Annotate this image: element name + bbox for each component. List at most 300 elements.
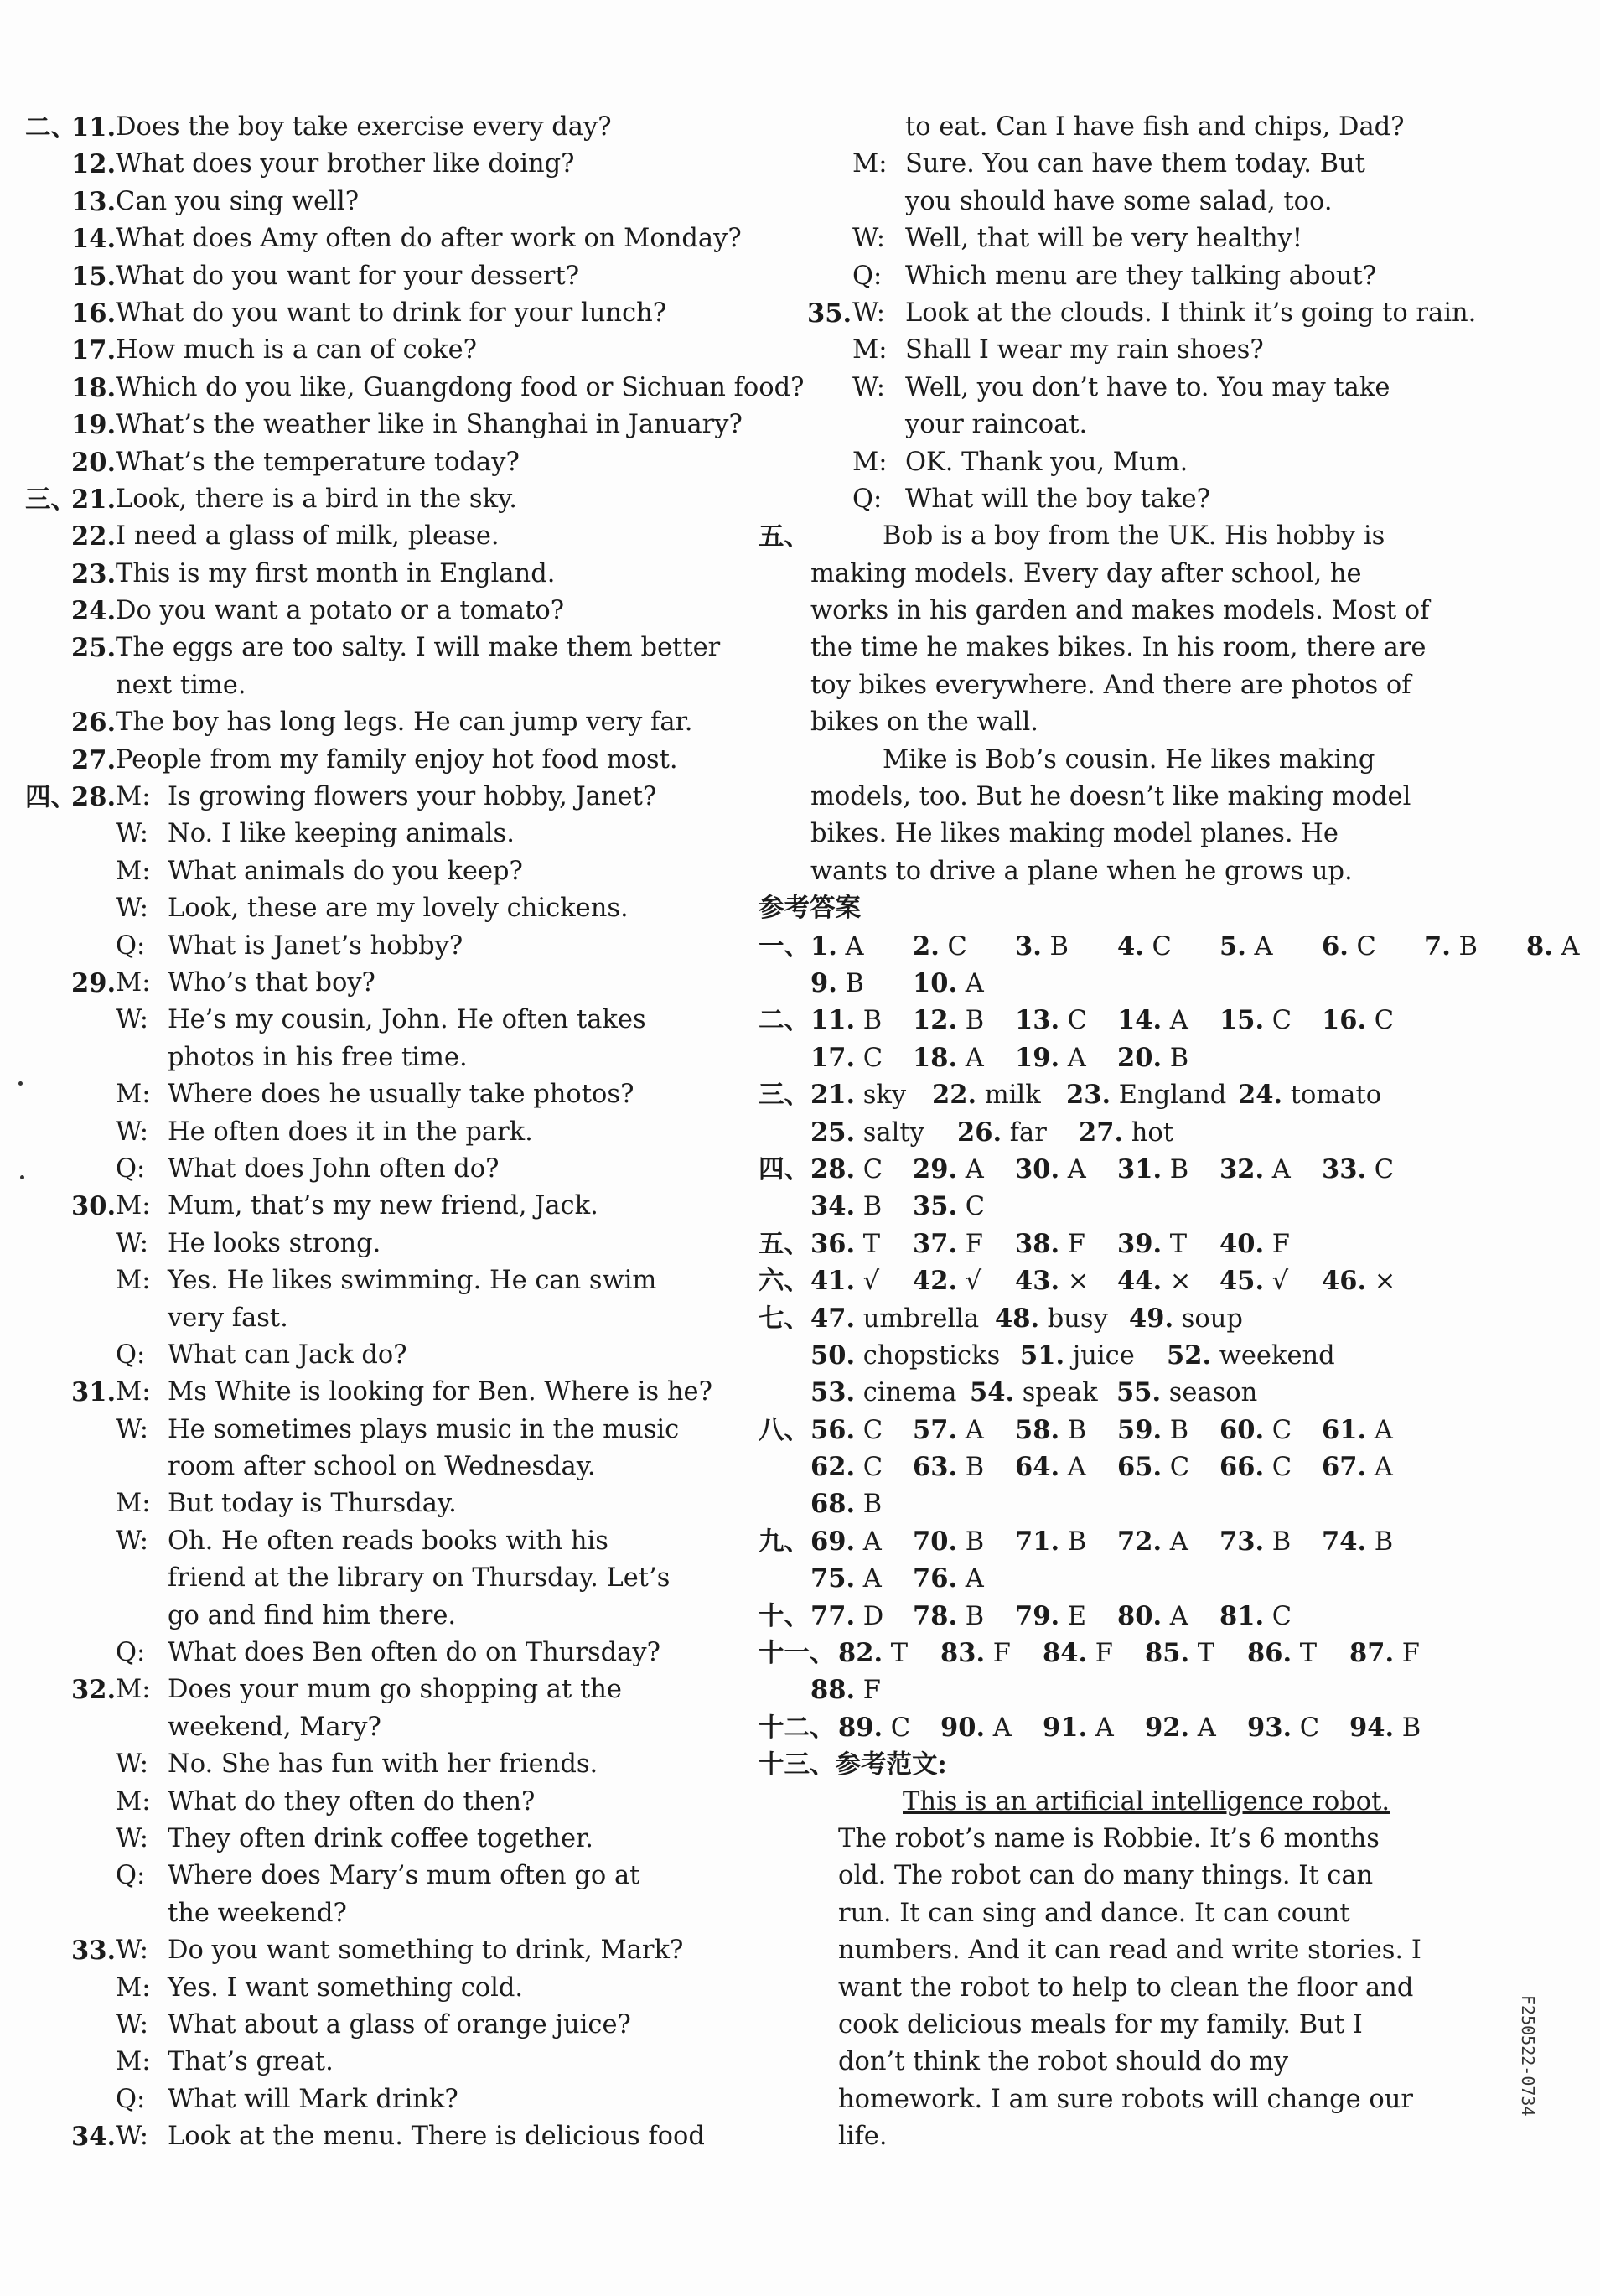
answer-value: B — [855, 1006, 883, 1036]
question-text: This is my first month in England. — [116, 558, 556, 588]
dialogue-text: Where does Mary’s mum often go at — [168, 1861, 640, 1891]
answer-number: 77. — [810, 1600, 856, 1631]
question-number: 33. — [71, 1936, 117, 1967]
answer-item — [1117, 1598, 1188, 1635]
answer-value: A — [1245, 931, 1273, 961]
text-line — [759, 630, 1429, 666]
answer-value: F — [1059, 1229, 1085, 1259]
question-text: I need a glass of milk, please. — [116, 521, 500, 552]
text-line — [25, 1002, 696, 1039]
dialogue-text: Look, these are my lovely chickens. — [168, 894, 629, 924]
text-line — [759, 295, 1477, 332]
question-number: 22. — [71, 521, 117, 552]
answer-value: C — [1292, 1713, 1320, 1743]
text-line — [25, 295, 696, 332]
text-line — [759, 146, 1429, 183]
answer-item — [810, 1188, 882, 1226]
answer-number: 2. — [913, 930, 940, 961]
text-line — [25, 779, 696, 816]
answer-value: F — [855, 1676, 881, 1706]
text-line — [759, 1560, 1429, 1597]
question-number: 25. — [71, 633, 117, 664]
answer-value: F — [1394, 1639, 1420, 1669]
answer-number: 37. — [913, 1228, 958, 1259]
question-text: Does the boy take exercise every day? — [116, 112, 612, 142]
answer-value: √ — [1264, 1267, 1289, 1297]
answer-value: T — [1189, 1639, 1215, 1669]
answer-value: B — [855, 1490, 883, 1520]
answer-value: B — [1264, 1526, 1292, 1557]
question-text: Can you sing well? — [116, 186, 360, 216]
answer-value: speak — [1014, 1378, 1098, 1408]
answer-value: milk — [976, 1081, 1041, 1111]
text-line — [759, 258, 1429, 295]
answer-value: A — [1189, 1713, 1216, 1743]
answer-value: A — [1366, 1415, 1393, 1445]
question-number: 35. — [807, 298, 852, 329]
text-line — [759, 928, 1580, 965]
answer-number: 65. — [1117, 1452, 1162, 1483]
speaker-label: M: — [852, 335, 888, 365]
question-text: People from my family enjoy hot food most. — [116, 744, 678, 775]
text-line — [759, 965, 1429, 1002]
question-text: What do you want to drink for your lunch? — [116, 298, 667, 328]
answer-value: E — [1059, 1601, 1087, 1631]
answer-number: 87. — [1349, 1638, 1395, 1669]
answer-value: C — [1059, 1006, 1088, 1036]
text-line — [25, 593, 696, 630]
section-label: 四、 — [25, 782, 76, 813]
answer-number: 85. — [1145, 1638, 1190, 1669]
answer-value: C — [1264, 1601, 1292, 1631]
answer-item — [1322, 1412, 1393, 1449]
text-line — [25, 667, 696, 704]
dialogue-text: Yes. I want something cold. — [168, 1972, 524, 2003]
text-line — [25, 1746, 696, 1783]
answer-number: 63. — [913, 1452, 958, 1483]
dialogue-text-cont: weekend, Mary? — [168, 1712, 381, 1742]
speaker-label: M: — [852, 447, 888, 477]
answer-item — [810, 1002, 882, 1039]
dialogue-text: Ms White is looking for Ben. Where is he? — [168, 1377, 712, 1407]
answer-value: C — [855, 1043, 883, 1073]
dialogue-text-cont: room after school on Wednesday. — [168, 1452, 596, 1482]
answer-item — [1117, 928, 1172, 966]
answer-number: 48. — [995, 1303, 1040, 1334]
answer-item — [1167, 1337, 1335, 1375]
text-line — [25, 1076, 696, 1113]
answer-item — [1322, 1523, 1393, 1561]
answer-item — [1117, 1412, 1188, 1449]
text-line — [759, 370, 1429, 407]
answer-item — [1015, 1449, 1086, 1486]
passage-line: works in his garden and makes models. Most of — [810, 596, 1430, 626]
question-text: What do you want for your dessert? — [116, 261, 580, 291]
answer-item — [1020, 1337, 1135, 1375]
text-line — [759, 1485, 1429, 1522]
text-line — [25, 1449, 696, 1485]
text-line — [25, 2007, 696, 2044]
text-line — [759, 518, 1429, 555]
answer-number: 27. — [1079, 1117, 1124, 1148]
text-line — [759, 2118, 1429, 2155]
dialogue-text: No. She has fun with her friends. — [168, 1749, 598, 1780]
speaker-label: M: — [116, 1080, 151, 1110]
dialogue-text: He’s my cousin, John. He often takes — [168, 1005, 646, 1035]
answer-value: T — [1292, 1639, 1318, 1669]
answer-number: 74. — [1322, 1526, 1367, 1557]
speaker-label: M: — [116, 1786, 151, 1817]
speaker-label: Q: — [116, 1153, 146, 1184]
answer-value: B — [1059, 1526, 1087, 1557]
answer-number: 31. — [1117, 1153, 1162, 1184]
answer-number: 53. — [810, 1377, 856, 1408]
answer-number: 32. — [1219, 1153, 1265, 1184]
dialogue-text: Look at the menu. There is delicious food — [168, 2122, 705, 2152]
answer-number: 6. — [1322, 930, 1349, 961]
question-number: 17. — [71, 335, 117, 366]
dialogue-text: What is Janet’s hobby? — [168, 930, 463, 961]
answer-item — [913, 1226, 983, 1263]
text-line — [25, 1709, 696, 1746]
answer-value: C — [1264, 1006, 1292, 1036]
dialogue-text: Mum, that’s my new friend, Jack. — [168, 1191, 598, 1221]
question-text: Do you want a potato or a tomato? — [116, 596, 565, 626]
answer-number: 16. — [1322, 1005, 1367, 1036]
text-line — [25, 146, 696, 183]
answer-value: A — [836, 931, 864, 961]
dialogue-text-cont: go and find him there. — [168, 1600, 457, 1630]
answer-item — [1066, 1076, 1226, 1114]
answer-item — [810, 928, 864, 966]
answer-item — [1145, 1635, 1214, 1672]
answer-item — [913, 1449, 984, 1486]
answer-value: D — [855, 1601, 884, 1631]
question-text: The eggs are too salty. I will make them better — [116, 633, 721, 663]
answer-number: 23. — [1066, 1080, 1111, 1111]
section-label: 六、 — [759, 1266, 810, 1297]
answer-value: C — [1348, 931, 1376, 961]
answer-item — [1015, 1598, 1086, 1635]
text-line — [759, 816, 1429, 853]
dialogue-text: What will Mark drink? — [168, 2084, 458, 2114]
dialogue-text: What about a glass of orange juice? — [168, 2009, 631, 2039]
speaker-label: W: — [116, 1526, 148, 1556]
text-line — [759, 1374, 1429, 1411]
question-number: 29. — [71, 967, 117, 998]
answer-item — [810, 1300, 979, 1338]
text-line — [759, 407, 1429, 443]
text-line — [759, 481, 1429, 518]
text-line — [25, 444, 696, 481]
text-line — [25, 2081, 696, 2118]
answer-number: 58. — [1015, 1414, 1060, 1445]
answer-number: 50. — [810, 1340, 856, 1371]
answer-value: salty — [855, 1117, 924, 1148]
answer-item — [995, 1300, 1108, 1338]
speaker-label: M: — [116, 1266, 151, 1296]
answer-item — [1117, 1523, 1188, 1561]
answer-number: 22. — [932, 1080, 977, 1111]
answer-number: 51. — [1020, 1340, 1065, 1371]
answer-value: F — [957, 1229, 983, 1259]
speaker-label: W: — [116, 2009, 148, 2039]
answer-item — [1117, 1002, 1188, 1039]
text-line — [25, 2118, 705, 2155]
answer-number: 88. — [810, 1675, 856, 1706]
answer-number: 86. — [1247, 1638, 1292, 1669]
answer-item — [1015, 1523, 1086, 1561]
answer-number: 44. — [1117, 1266, 1162, 1297]
speaker-label: M: — [116, 967, 151, 998]
passage-line: wants to drive a plane when he grows up. — [810, 856, 1353, 886]
speaker-label: W: — [116, 1936, 148, 1966]
answer-item — [1424, 928, 1478, 966]
answer-value: B — [1366, 1526, 1394, 1557]
answer-value: T — [1162, 1229, 1188, 1259]
question-number: 27. — [71, 744, 117, 775]
text-line — [759, 593, 1429, 630]
speaker-label: M: — [116, 2047, 151, 2077]
speaker-label: W: — [116, 894, 148, 924]
text-line — [759, 1188, 1429, 1225]
answer-value: C — [855, 1415, 883, 1445]
answer-value: sky — [855, 1081, 907, 1111]
dialogue-text: Is growing flowers your hobby, Janet? — [168, 782, 657, 812]
answer-item — [957, 1114, 1047, 1152]
dialogue-text: What can Jack do? — [168, 1340, 407, 1370]
answer-number: 72. — [1117, 1526, 1162, 1557]
dialogue-text: What animals do you keep? — [168, 856, 523, 886]
question-number: 34. — [71, 2122, 117, 2153]
section-label: 四、 — [759, 1153, 810, 1184]
text-line — [25, 370, 805, 407]
dialogue-text: Well, that will be very healthy! — [905, 224, 1302, 254]
answer-number: 54. — [970, 1377, 1015, 1408]
answer-value: C — [883, 1713, 911, 1743]
answer-number: 73. — [1219, 1526, 1265, 1557]
answer-item — [1015, 1226, 1085, 1263]
text-line — [25, 1858, 696, 1894]
text-line — [25, 1560, 696, 1597]
answer-item — [810, 1412, 883, 1449]
answer-value: B — [1394, 1713, 1421, 1743]
answer-item — [913, 1262, 981, 1300]
answer-item — [1015, 1039, 1086, 1077]
answer-value: A — [957, 1564, 984, 1594]
text-line — [759, 2007, 1429, 2044]
answer-value: T — [883, 1639, 909, 1669]
text-line — [759, 1002, 1429, 1039]
answer-item — [1219, 1002, 1292, 1039]
answer-item — [810, 1039, 883, 1077]
dialogue-text: What will the boy take? — [905, 484, 1210, 514]
text-line — [759, 1226, 1429, 1262]
answer-value: B — [836, 968, 864, 998]
answer-item — [913, 928, 967, 966]
answer-item — [810, 1226, 880, 1263]
answer-number: 67. — [1322, 1452, 1367, 1483]
text-line — [25, 853, 696, 890]
text-line — [759, 1076, 1429, 1113]
answer-number: 8. — [1526, 930, 1553, 961]
text-line — [759, 1523, 1429, 1560]
answer-value: C — [1366, 1006, 1395, 1036]
answer-item — [1117, 1151, 1188, 1189]
text-line — [25, 1337, 696, 1374]
text-line — [759, 1932, 1429, 1969]
answer-item — [1322, 1002, 1394, 1039]
answer-item — [1015, 1151, 1086, 1189]
answer-item — [913, 1002, 984, 1039]
dialogue-text: That’s great. — [168, 2047, 334, 2077]
text-line — [25, 1262, 696, 1299]
answer-item — [1247, 1635, 1317, 1672]
dialogue-text-cont: the weekend? — [168, 1898, 347, 1928]
answer-value: A — [1162, 1526, 1188, 1557]
answer-number: 9. — [810, 967, 837, 998]
answer-value: B — [1450, 931, 1478, 961]
answer-value: A — [1059, 1043, 1086, 1073]
answer-number: 40. — [1219, 1228, 1265, 1259]
answer-value: cinema — [855, 1378, 957, 1408]
question-text-cont: next time. — [116, 670, 246, 700]
speaker-label: Q: — [116, 2084, 146, 2114]
section-label: 二、 — [25, 112, 76, 143]
text-line — [25, 1671, 696, 1708]
answer-number: 75. — [810, 1563, 856, 1594]
answer-value: A — [1059, 1154, 1086, 1184]
section-label: 五、 — [759, 521, 810, 552]
answer-number: 25. — [810, 1117, 856, 1148]
text-line — [25, 220, 742, 257]
essay-line: run. It can sing and dance. It can count — [838, 1898, 1350, 1928]
text-line — [25, 1784, 696, 1821]
answer-value: B — [1041, 931, 1069, 961]
answer-number: 11. — [810, 1005, 856, 1036]
answer-item — [810, 1560, 882, 1598]
answer-item — [1117, 1449, 1189, 1486]
answer-value: juice — [1064, 1340, 1135, 1371]
answer-value: busy — [1039, 1303, 1108, 1334]
answer-number: 78. — [913, 1600, 958, 1631]
answer-number: 71. — [1015, 1526, 1060, 1557]
speaker-label: W: — [852, 224, 885, 254]
answer-item — [810, 1151, 883, 1189]
page-code: F250522-0734 — [1518, 1995, 1538, 2117]
answer-number: 93. — [1247, 1712, 1292, 1743]
essay-line: numbers. And it can read and write stories. I — [838, 1936, 1421, 1966]
answer-number: 12. — [913, 1005, 958, 1036]
question-text: How much is a can of coke? — [116, 335, 478, 365]
text-line — [759, 1114, 1429, 1151]
text-line — [759, 1598, 1429, 1635]
answer-number: 19. — [1015, 1042, 1060, 1073]
answer-item — [810, 1374, 956, 1412]
answer-item — [1043, 1635, 1113, 1672]
text-line — [25, 1188, 696, 1225]
answer-number: 35. — [913, 1191, 958, 1222]
answer-number: 64. — [1015, 1452, 1060, 1483]
answer-item — [810, 1485, 882, 1523]
question-number: 14. — [71, 224, 117, 255]
answer-item — [1349, 1635, 1420, 1672]
answer-value: B — [855, 1192, 883, 1222]
margin-dot — [20, 1175, 24, 1179]
essay-line: life. — [838, 2122, 888, 2152]
dialogue-text: your raincoat. — [905, 410, 1088, 440]
text-line — [759, 332, 1429, 369]
dialogue-text: OK. Thank you, Mum. — [905, 447, 1188, 477]
answer-value: C — [1162, 1453, 1190, 1483]
answer-item — [1117, 1226, 1187, 1263]
answer-number: 83. — [940, 1638, 986, 1669]
answer-number: 33. — [1322, 1153, 1367, 1184]
dialogue-text: Does your mum go shopping at the — [168, 1675, 622, 1705]
answer-value: A — [855, 1526, 882, 1557]
speaker-label: M: — [116, 1191, 151, 1221]
answer-number: 47. — [810, 1303, 856, 1334]
text-line — [25, 816, 696, 853]
question-number: 26. — [71, 707, 117, 739]
text-line — [759, 556, 1429, 593]
dialogue-text-cont: photos in his free time. — [168, 1042, 468, 1072]
answer-number: 21. — [810, 1080, 856, 1111]
answer-number: 34. — [810, 1191, 856, 1222]
answer-item — [1349, 1709, 1421, 1747]
text-line — [759, 1784, 1429, 1821]
question-text: Look, there is a bird in the sky. — [116, 484, 517, 514]
answer-number: 90. — [940, 1712, 986, 1743]
speaker-label: W: — [116, 1823, 148, 1853]
answer-value: F — [1264, 1229, 1290, 1259]
answer-number: 41. — [810, 1266, 856, 1297]
answer-item — [1116, 1374, 1257, 1412]
answer-number: 80. — [1117, 1600, 1162, 1631]
answer-value: A — [1059, 1453, 1086, 1483]
question-number: 15. — [71, 261, 117, 292]
question-text: What’s the weather like in Shanghai in January? — [116, 410, 743, 440]
speaker-label: M: — [116, 1972, 151, 2003]
answer-number: 28. — [810, 1153, 856, 1184]
answer-number: 49. — [1129, 1303, 1174, 1334]
text-line — [25, 742, 696, 779]
answer-item — [1219, 1226, 1290, 1263]
answer-item — [1117, 1039, 1188, 1077]
text-line — [759, 220, 1429, 257]
answer-number: 24. — [1238, 1080, 1283, 1111]
essay-title: This is an artificial intelligence robot. — [903, 1786, 1390, 1817]
text-line — [759, 853, 1429, 890]
answer-item — [1219, 1262, 1288, 1300]
answer-number: 84. — [1043, 1638, 1088, 1669]
answer-value: chopsticks — [855, 1340, 1001, 1371]
answer-number: 43. — [1015, 1266, 1060, 1297]
answer-value: × — [1162, 1267, 1192, 1297]
answer-item — [1079, 1114, 1173, 1152]
answer-number: 56. — [810, 1414, 856, 1445]
speaker-label: W: — [852, 372, 885, 402]
answer-value: T — [855, 1229, 881, 1259]
text-line — [25, 890, 696, 927]
text-line — [25, 258, 696, 295]
answer-value: A — [1162, 1006, 1188, 1036]
question-number: 12. — [71, 149, 117, 180]
answer-value: C — [957, 1192, 986, 1222]
dialogue-text: No. I like keeping animals. — [168, 819, 515, 849]
text-line — [25, 1412, 696, 1449]
essay-line: want the robot to help to clean the floor and — [838, 1972, 1414, 2003]
